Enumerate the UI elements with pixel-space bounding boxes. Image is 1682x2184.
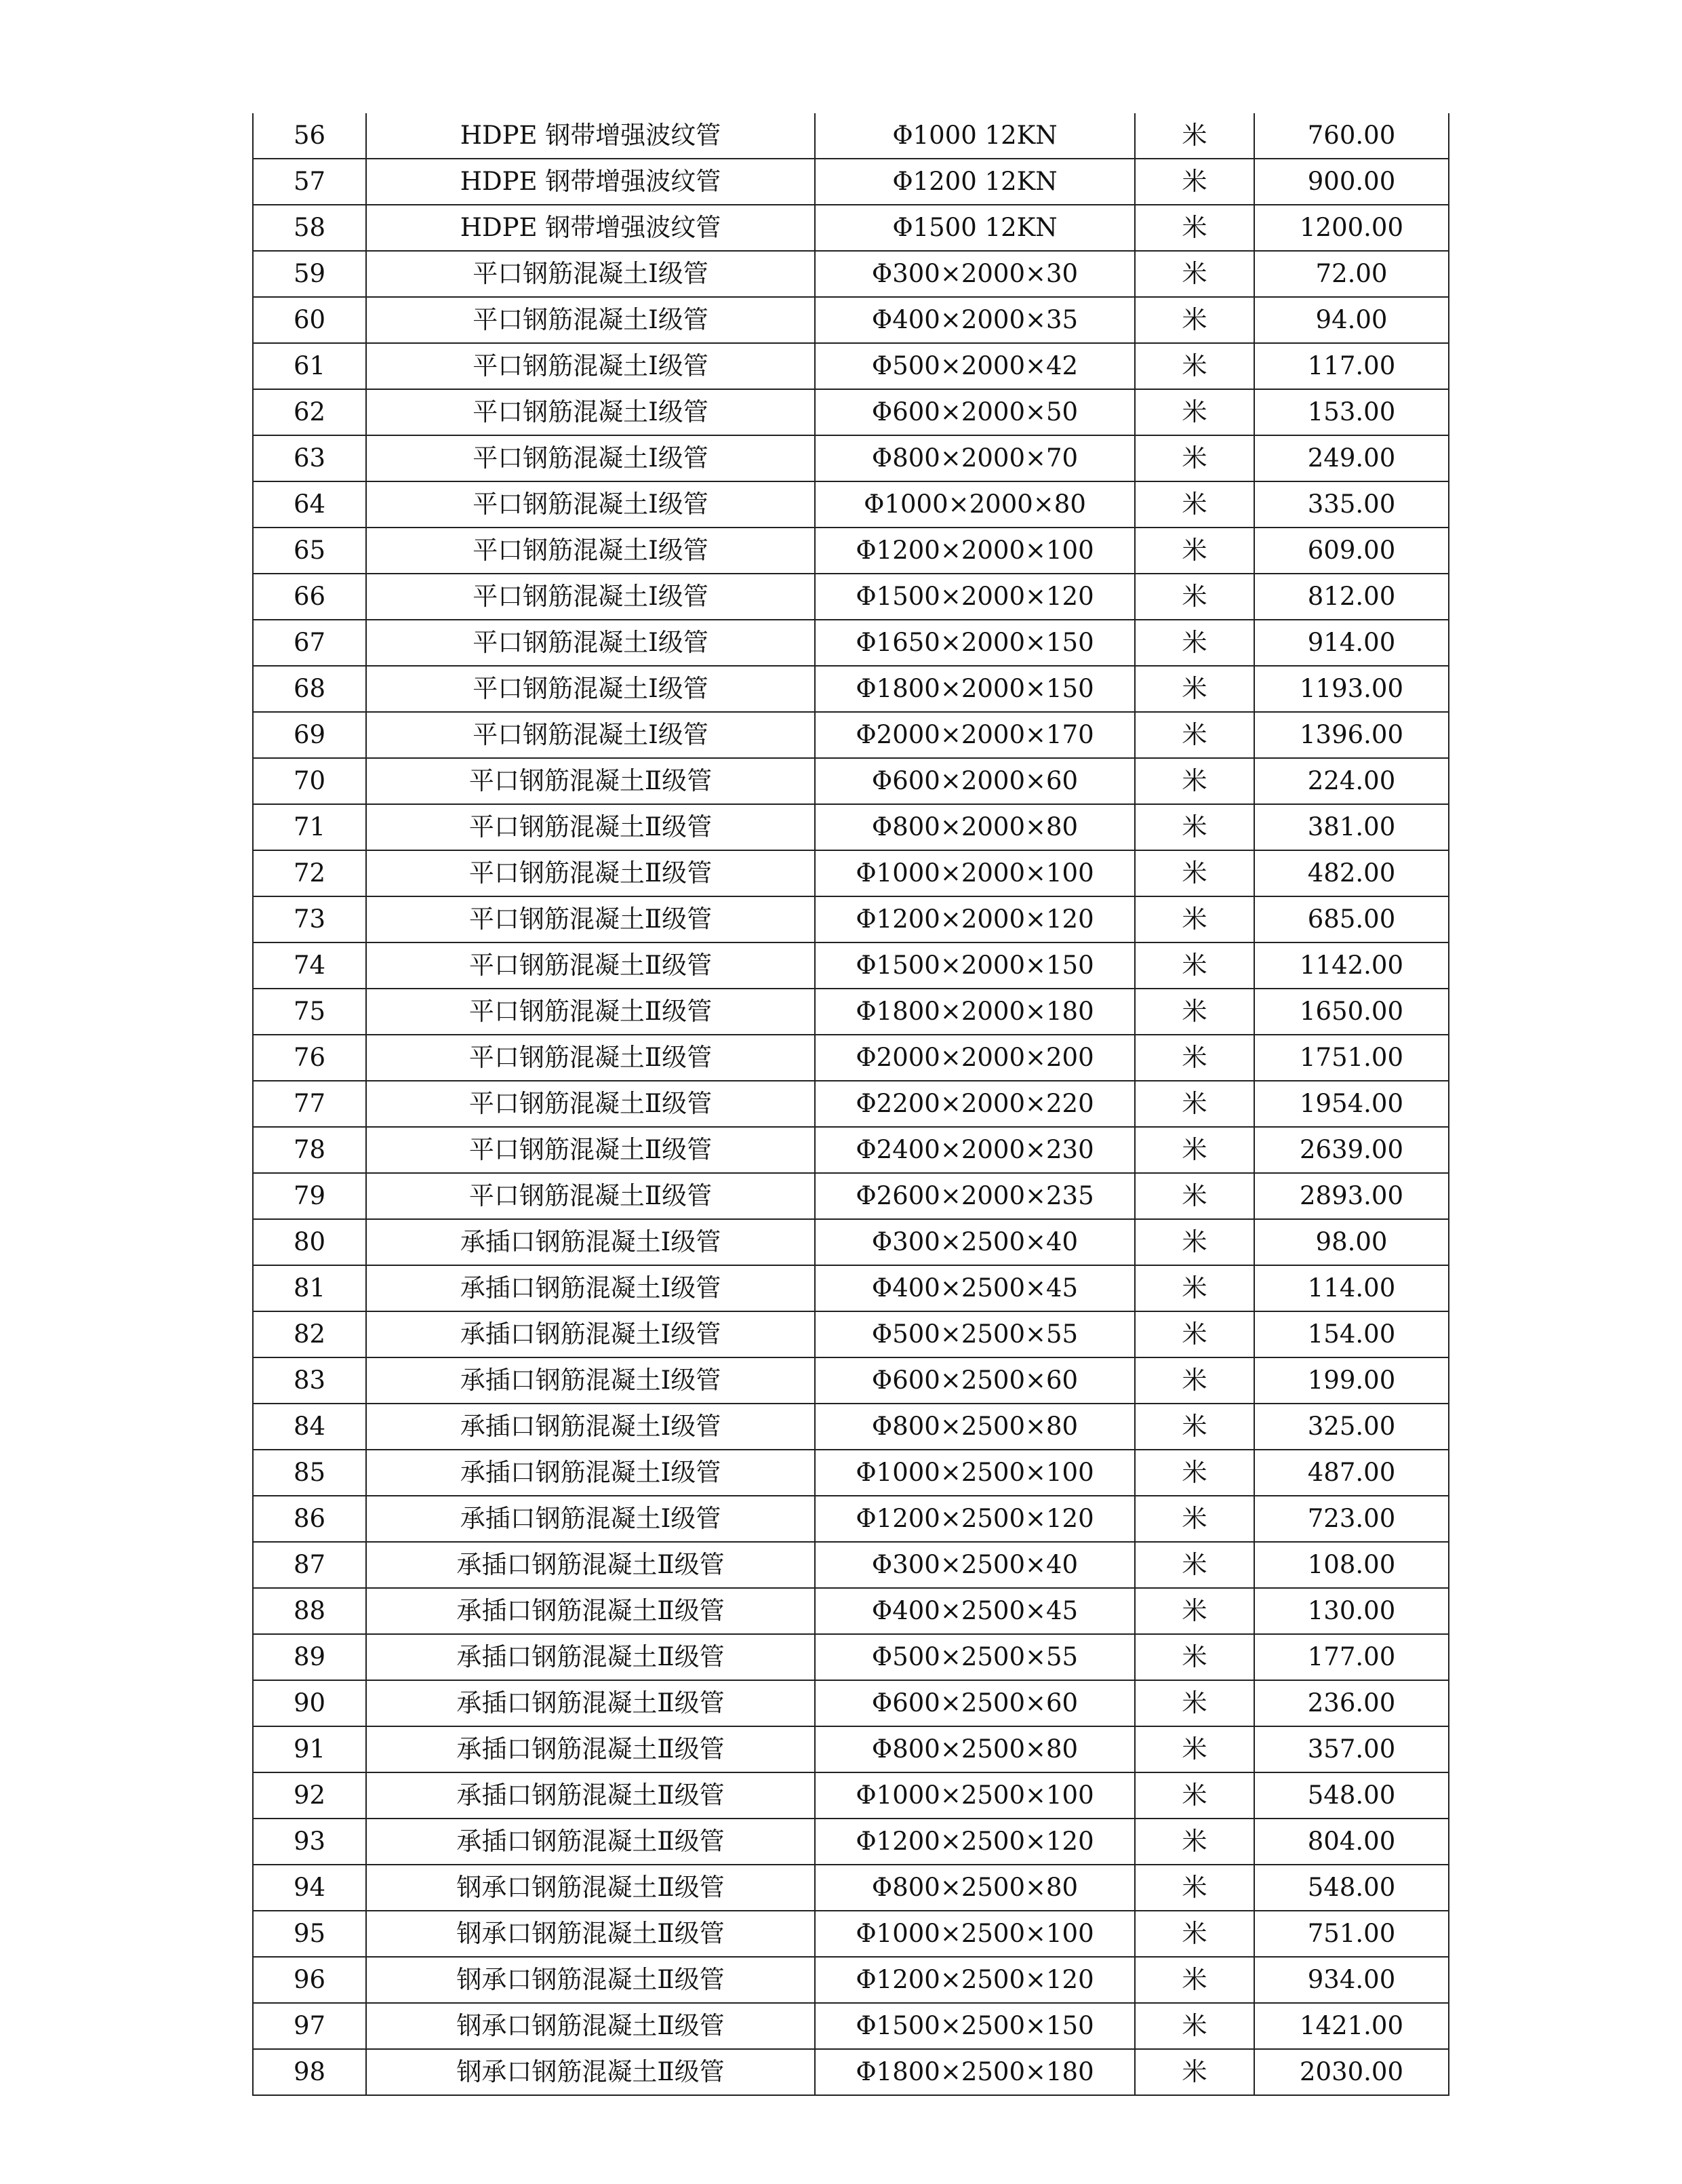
unit-cell: 米 <box>1135 1127 1254 1173</box>
item-name-cell: 承插口钢筋混凝土Ⅰ级管 <box>366 1311 815 1357</box>
unit-cell: 米 <box>1135 712 1254 758</box>
table-row <box>253 1726 1449 1772</box>
unit-cell: 米 <box>1135 758 1254 804</box>
item-name-cell: 平口钢筋混凝土Ⅰ级管 <box>366 712 815 758</box>
specification-cell: Φ800×2000×80 <box>815 804 1135 850</box>
row-number-cell: 92 <box>253 1772 366 1819</box>
price-cell: 381.00 <box>1254 804 1449 850</box>
table-row <box>253 1450 1449 1496</box>
unit-cell: 米 <box>1135 1404 1254 1450</box>
row-number-cell: 87 <box>253 1542 366 1588</box>
unit-cell: 米 <box>1135 389 1254 435</box>
unit-cell: 米 <box>1135 666 1254 712</box>
specification-cell: Φ1200×2500×120 <box>815 1496 1135 1542</box>
row-number-cell: 73 <box>253 896 366 942</box>
specification-cell: Φ1200×2500×120 <box>815 1819 1135 1865</box>
item-name-cell: HDPE 钢带增强波纹管 <box>366 159 815 205</box>
unit-cell: 米 <box>1135 942 1254 989</box>
unit-cell: 米 <box>1135 1219 1254 1265</box>
item-name-cell: 承插口钢筋混凝土Ⅰ级管 <box>366 1450 815 1496</box>
specification-cell: Φ1200×2500×120 <box>815 1957 1135 2003</box>
specification-cell: Φ2200×2000×220 <box>815 1081 1135 1127</box>
row-number-cell: 71 <box>253 804 366 850</box>
price-cell: 1396.00 <box>1254 712 1449 758</box>
unit-cell: 米 <box>1135 1081 1254 1127</box>
specification-cell: Φ1200×2000×120 <box>815 896 1135 942</box>
table-row <box>253 758 1449 804</box>
table-row <box>253 297 1449 343</box>
table-row <box>253 1173 1449 1219</box>
row-number-cell: 79 <box>253 1173 366 1219</box>
specification-cell: Φ400×2500×45 <box>815 1588 1135 1634</box>
unit-cell: 米 <box>1135 297 1254 343</box>
unit-cell: 米 <box>1135 1865 1254 1911</box>
row-number-cell: 62 <box>253 389 366 435</box>
price-cell: 1421.00 <box>1254 2003 1449 2049</box>
unit-cell: 米 <box>1135 1588 1254 1634</box>
price-cell: 154.00 <box>1254 1311 1449 1357</box>
item-name-cell: 平口钢筋混凝土Ⅱ级管 <box>366 942 815 989</box>
specification-cell: Φ400×2500×45 <box>815 1265 1135 1311</box>
price-cell: 914.00 <box>1254 620 1449 666</box>
row-number-cell: 58 <box>253 205 366 251</box>
item-name-cell: 平口钢筋混凝土Ⅱ级管 <box>366 1035 815 1081</box>
specification-cell: Φ1650×2000×150 <box>815 620 1135 666</box>
unit-cell: 米 <box>1135 989 1254 1035</box>
price-cell: 1650.00 <box>1254 989 1449 1035</box>
unit-cell: 米 <box>1135 343 1254 389</box>
unit-cell: 米 <box>1135 481 1254 528</box>
price-cell: 72.00 <box>1254 251 1449 297</box>
specification-cell: Φ800×2500×80 <box>815 1404 1135 1450</box>
price-cell: 108.00 <box>1254 1542 1449 1588</box>
price-cell: 934.00 <box>1254 1957 1449 2003</box>
unit-cell: 米 <box>1135 1634 1254 1680</box>
price-cell: 482.00 <box>1254 850 1449 896</box>
specification-cell: Φ600×2000×50 <box>815 389 1135 435</box>
row-number-cell: 60 <box>253 297 366 343</box>
price-cell: 177.00 <box>1254 1634 1449 1680</box>
item-name-cell: 承插口钢筋混凝土Ⅱ级管 <box>366 1542 815 1588</box>
specification-cell: Φ500×2500×55 <box>815 1634 1135 1680</box>
price-cell: 548.00 <box>1254 1865 1449 1911</box>
price-cell: 114.00 <box>1254 1265 1449 1311</box>
table-row <box>253 251 1449 297</box>
unit-cell: 米 <box>1135 435 1254 481</box>
specification-cell: Φ2400×2000×230 <box>815 1127 1135 1173</box>
row-number-cell: 85 <box>253 1450 366 1496</box>
item-name-cell: 钢承口钢筋混凝土Ⅱ级管 <box>366 1865 815 1911</box>
specification-cell: Φ1200 12KN <box>815 159 1135 205</box>
row-number-cell: 75 <box>253 989 366 1035</box>
row-number-cell: 98 <box>253 2049 366 2095</box>
specification-cell: Φ2000×2000×200 <box>815 1035 1135 1081</box>
row-number-cell: 70 <box>253 758 366 804</box>
specification-cell: Φ1200×2000×100 <box>815 528 1135 574</box>
specification-cell: Φ500×2000×42 <box>815 343 1135 389</box>
row-number-cell: 76 <box>253 1035 366 1081</box>
item-name-cell: 平口钢筋混凝土Ⅰ级管 <box>366 528 815 574</box>
unit-cell: 米 <box>1135 113 1254 159</box>
unit-cell: 米 <box>1135 528 1254 574</box>
item-name-cell: 平口钢筋混凝土Ⅱ级管 <box>366 1173 815 1219</box>
specification-cell: Φ600×2500×60 <box>815 1357 1135 1404</box>
specification-cell: Φ1000×2000×80 <box>815 481 1135 528</box>
specification-cell: Φ600×2500×60 <box>815 1680 1135 1726</box>
specification-cell: Φ1500×2000×120 <box>815 574 1135 620</box>
item-name-cell: 承插口钢筋混凝土Ⅰ级管 <box>366 1265 815 1311</box>
table-row <box>253 1957 1449 2003</box>
price-cell: 812.00 <box>1254 574 1449 620</box>
table-row <box>253 1219 1449 1265</box>
item-name-cell: 承插口钢筋混凝土Ⅰ级管 <box>366 1496 815 1542</box>
item-name-cell: 平口钢筋混凝土Ⅱ级管 <box>366 758 815 804</box>
item-name-cell: 平口钢筋混凝土Ⅰ级管 <box>366 297 815 343</box>
table-row <box>253 1542 1449 1588</box>
table-row <box>253 942 1449 989</box>
item-name-cell: 钢承口钢筋混凝土Ⅱ级管 <box>366 1957 815 2003</box>
item-name-cell: 承插口钢筋混凝土Ⅰ级管 <box>366 1404 815 1450</box>
price-cell: 325.00 <box>1254 1404 1449 1450</box>
unit-cell: 米 <box>1135 159 1254 205</box>
price-cell: 2893.00 <box>1254 1173 1449 1219</box>
table-row <box>253 1634 1449 1680</box>
table-row <box>253 1404 1449 1450</box>
unit-cell: 米 <box>1135 1726 1254 1772</box>
item-name-cell: 平口钢筋混凝土Ⅰ级管 <box>366 389 815 435</box>
specification-cell: Φ1000×2500×100 <box>815 1450 1135 1496</box>
table-row <box>253 481 1449 528</box>
row-number-cell: 69 <box>253 712 366 758</box>
item-name-cell: 承插口钢筋混凝土Ⅱ级管 <box>366 1634 815 1680</box>
unit-cell: 米 <box>1135 1680 1254 1726</box>
unit-cell: 米 <box>1135 1542 1254 1588</box>
specification-cell: Φ800×2500×80 <box>815 1865 1135 1911</box>
pipe-price-table <box>252 113 1449 2096</box>
row-number-cell: 90 <box>253 1680 366 1726</box>
table-row <box>253 1357 1449 1404</box>
item-name-cell: 承插口钢筋混凝土Ⅰ级管 <box>366 1219 815 1265</box>
price-cell: 199.00 <box>1254 1357 1449 1404</box>
unit-cell: 米 <box>1135 1450 1254 1496</box>
price-cell: 1142.00 <box>1254 942 1449 989</box>
row-number-cell: 96 <box>253 1957 366 2003</box>
price-cell: 751.00 <box>1254 1911 1449 1957</box>
unit-cell: 米 <box>1135 1819 1254 1865</box>
item-name-cell: 平口钢筋混凝土Ⅱ级管 <box>366 989 815 1035</box>
unit-cell: 米 <box>1135 1357 1254 1404</box>
price-cell: 487.00 <box>1254 1450 1449 1496</box>
row-number-cell: 63 <box>253 435 366 481</box>
row-number-cell: 95 <box>253 1911 366 1957</box>
price-cell: 723.00 <box>1254 1496 1449 1542</box>
item-name-cell: 承插口钢筋混凝土Ⅱ级管 <box>366 1772 815 1819</box>
unit-cell: 米 <box>1135 1957 1254 2003</box>
table-row <box>253 712 1449 758</box>
price-cell: 2030.00 <box>1254 2049 1449 2095</box>
table-row <box>253 343 1449 389</box>
price-cell: 609.00 <box>1254 528 1449 574</box>
row-number-cell: 64 <box>253 481 366 528</box>
specification-cell: Φ500×2500×55 <box>815 1311 1135 1357</box>
specification-cell: Φ1800×2000×150 <box>815 666 1135 712</box>
row-number-cell: 65 <box>253 528 366 574</box>
table-row <box>253 205 1449 251</box>
item-name-cell: 平口钢筋混凝土Ⅱ级管 <box>366 804 815 850</box>
table-row <box>253 574 1449 620</box>
specification-cell: Φ1500×2000×150 <box>815 942 1135 989</box>
unit-cell: 米 <box>1135 1772 1254 1819</box>
specification-cell: Φ400×2000×35 <box>815 297 1135 343</box>
unit-cell: 米 <box>1135 574 1254 620</box>
price-cell: 804.00 <box>1254 1819 1449 1865</box>
table-row <box>253 1819 1449 1865</box>
row-number-cell: 78 <box>253 1127 366 1173</box>
specification-cell: Φ1000×2000×100 <box>815 850 1135 896</box>
row-number-cell: 57 <box>253 159 366 205</box>
unit-cell: 米 <box>1135 2003 1254 2049</box>
unit-cell: 米 <box>1135 1173 1254 1219</box>
row-number-cell: 91 <box>253 1726 366 1772</box>
row-number-cell: 66 <box>253 574 366 620</box>
table-row <box>253 1772 1449 1819</box>
item-name-cell: 钢承口钢筋混凝土Ⅱ级管 <box>366 2049 815 2095</box>
table-row <box>253 159 1449 205</box>
row-number-cell: 80 <box>253 1219 366 1265</box>
row-number-cell: 86 <box>253 1496 366 1542</box>
item-name-cell: 平口钢筋混凝土Ⅰ级管 <box>366 435 815 481</box>
row-number-cell: 81 <box>253 1265 366 1311</box>
unit-cell: 米 <box>1135 205 1254 251</box>
unit-cell: 米 <box>1135 620 1254 666</box>
item-name-cell: 承插口钢筋混凝土Ⅰ级管 <box>366 1357 815 1404</box>
specification-cell: Φ1500 12KN <box>815 205 1135 251</box>
table-body <box>253 113 1449 2095</box>
price-cell: 117.00 <box>1254 343 1449 389</box>
specification-cell: Φ600×2000×60 <box>815 758 1135 804</box>
item-name-cell: 承插口钢筋混凝土Ⅱ级管 <box>366 1819 815 1865</box>
unit-cell: 米 <box>1135 2049 1254 2095</box>
table-row <box>253 1496 1449 1542</box>
specification-cell: Φ1000 12KN <box>815 113 1135 159</box>
specification-cell: Φ800×2500×80 <box>815 1726 1135 1772</box>
table-row <box>253 2003 1449 2049</box>
item-name-cell: 平口钢筋混凝土Ⅰ级管 <box>366 481 815 528</box>
row-number-cell: 89 <box>253 1634 366 1680</box>
table-row <box>253 113 1449 159</box>
row-number-cell: 56 <box>253 113 366 159</box>
table-row <box>253 850 1449 896</box>
unit-cell: 米 <box>1135 251 1254 297</box>
table-row <box>253 804 1449 850</box>
specification-cell: Φ1800×2500×180 <box>815 2049 1135 2095</box>
unit-cell: 米 <box>1135 1035 1254 1081</box>
table-row <box>253 896 1449 942</box>
unit-cell: 米 <box>1135 1496 1254 1542</box>
specification-cell: Φ300×2500×40 <box>815 1542 1135 1588</box>
item-name-cell: HDPE 钢带增强波纹管 <box>366 205 815 251</box>
table-row <box>253 989 1449 1035</box>
price-cell: 94.00 <box>1254 297 1449 343</box>
table-row <box>253 1311 1449 1357</box>
item-name-cell: 平口钢筋混凝土Ⅰ级管 <box>366 574 815 620</box>
table-row <box>253 435 1449 481</box>
table-row <box>253 1035 1449 1081</box>
row-number-cell: 61 <box>253 343 366 389</box>
unit-cell: 米 <box>1135 850 1254 896</box>
row-number-cell: 59 <box>253 251 366 297</box>
table-row <box>253 1911 1449 1957</box>
table-row <box>253 1127 1449 1173</box>
row-number-cell: 97 <box>253 2003 366 2049</box>
price-cell: 357.00 <box>1254 1726 1449 1772</box>
specification-cell: Φ1500×2500×150 <box>815 2003 1135 2049</box>
item-name-cell: 平口钢筋混凝土Ⅰ级管 <box>366 620 815 666</box>
price-cell: 760.00 <box>1254 113 1449 159</box>
price-cell: 548.00 <box>1254 1772 1449 1819</box>
specification-cell: Φ300×2000×30 <box>815 251 1135 297</box>
price-cell: 1193.00 <box>1254 666 1449 712</box>
table-row <box>253 1265 1449 1311</box>
table-row <box>253 1588 1449 1634</box>
item-name-cell: 承插口钢筋混凝土Ⅱ级管 <box>366 1680 815 1726</box>
item-name-cell: 平口钢筋混凝土Ⅰ级管 <box>366 251 815 297</box>
table-row <box>253 1865 1449 1911</box>
item-name-cell: 承插口钢筋混凝土Ⅱ级管 <box>366 1726 815 1772</box>
unit-cell: 米 <box>1135 896 1254 942</box>
row-number-cell: 72 <box>253 850 366 896</box>
unit-cell: 米 <box>1135 1311 1254 1357</box>
unit-cell: 米 <box>1135 1265 1254 1311</box>
price-cell: 2639.00 <box>1254 1127 1449 1173</box>
price-cell: 153.00 <box>1254 389 1449 435</box>
row-number-cell: 83 <box>253 1357 366 1404</box>
price-cell: 130.00 <box>1254 1588 1449 1634</box>
price-cell: 335.00 <box>1254 481 1449 528</box>
price-cell: 685.00 <box>1254 896 1449 942</box>
specification-cell: Φ800×2000×70 <box>815 435 1135 481</box>
specification-cell: Φ300×2500×40 <box>815 1219 1135 1265</box>
table-row <box>253 1081 1449 1127</box>
specification-cell: Φ2600×2000×235 <box>815 1173 1135 1219</box>
price-cell: 1751.00 <box>1254 1035 1449 1081</box>
item-name-cell: 平口钢筋混凝土Ⅱ级管 <box>366 850 815 896</box>
row-number-cell: 68 <box>253 666 366 712</box>
row-number-cell: 77 <box>253 1081 366 1127</box>
row-number-cell: 82 <box>253 1311 366 1357</box>
item-name-cell: 钢承口钢筋混凝土Ⅱ级管 <box>366 2003 815 2049</box>
specification-cell: Φ1000×2500×100 <box>815 1772 1135 1819</box>
row-number-cell: 88 <box>253 1588 366 1634</box>
row-number-cell: 67 <box>253 620 366 666</box>
item-name-cell: 平口钢筋混凝土Ⅱ级管 <box>366 896 815 942</box>
price-cell: 98.00 <box>1254 1219 1449 1265</box>
unit-cell: 米 <box>1135 804 1254 850</box>
item-name-cell: 承插口钢筋混凝土Ⅱ级管 <box>366 1588 815 1634</box>
table-row <box>253 1680 1449 1726</box>
table-row <box>253 528 1449 574</box>
item-name-cell: 平口钢筋混凝土Ⅱ级管 <box>366 1081 815 1127</box>
price-cell: 249.00 <box>1254 435 1449 481</box>
item-name-cell: 平口钢筋混凝土Ⅱ级管 <box>366 1127 815 1173</box>
row-number-cell: 74 <box>253 942 366 989</box>
specification-cell: Φ2000×2000×170 <box>815 712 1135 758</box>
unit-cell: 米 <box>1135 1911 1254 1957</box>
price-cell: 236.00 <box>1254 1680 1449 1726</box>
row-number-cell: 84 <box>253 1404 366 1450</box>
item-name-cell: HDPE 钢带增强波纹管 <box>366 113 815 159</box>
table-row <box>253 389 1449 435</box>
item-name-cell: 钢承口钢筋混凝土Ⅱ级管 <box>366 1911 815 1957</box>
price-cell: 1954.00 <box>1254 1081 1449 1127</box>
price-cell: 224.00 <box>1254 758 1449 804</box>
table-row <box>253 620 1449 666</box>
specification-cell: Φ1000×2500×100 <box>815 1911 1135 1957</box>
table-row <box>253 2049 1449 2095</box>
price-cell: 1200.00 <box>1254 205 1449 251</box>
item-name-cell: 平口钢筋混凝土Ⅰ级管 <box>366 343 815 389</box>
table-row <box>253 666 1449 712</box>
row-number-cell: 94 <box>253 1865 366 1911</box>
specification-cell: Φ1800×2000×180 <box>815 989 1135 1035</box>
row-number-cell: 93 <box>253 1819 366 1865</box>
item-name-cell: 平口钢筋混凝土Ⅰ级管 <box>366 666 815 712</box>
price-cell: 900.00 <box>1254 159 1449 205</box>
